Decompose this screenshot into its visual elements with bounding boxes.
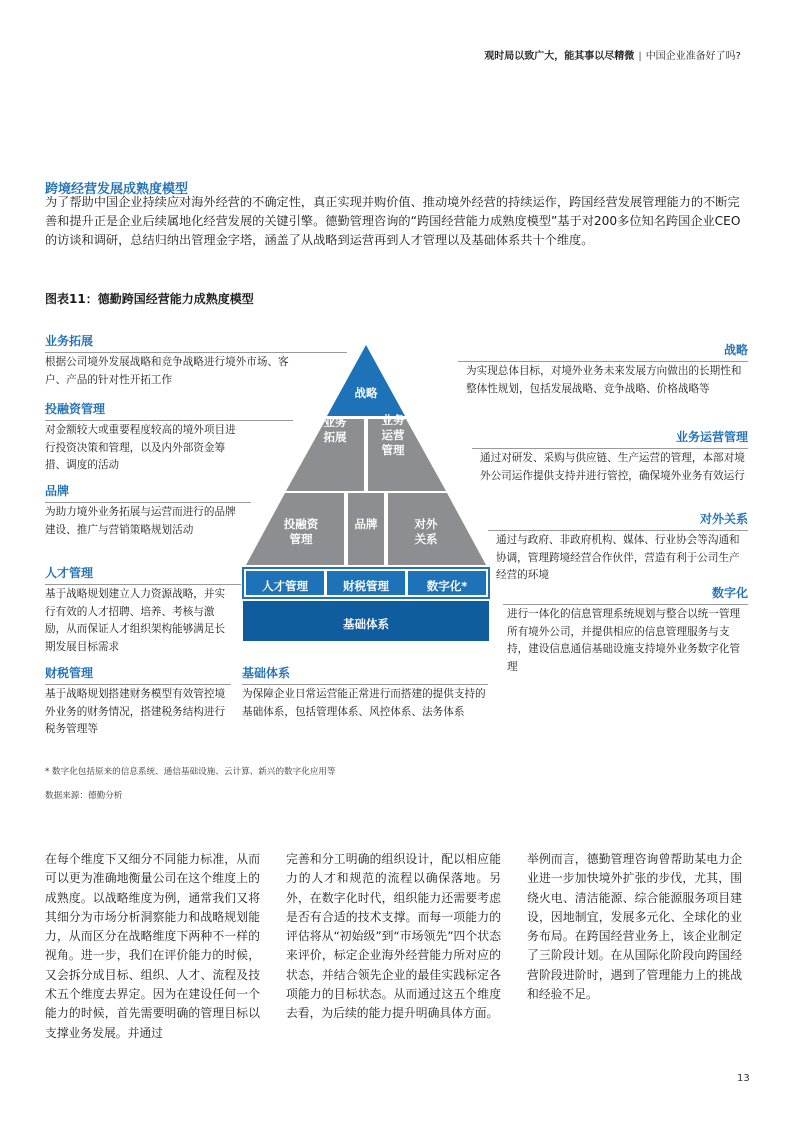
divider — [45, 584, 241, 585]
pyramid-label-finance-tax: 财税管理 — [343, 579, 389, 593]
block-title: 基础体系 — [242, 666, 291, 680]
right-block-strategy — [458, 341, 748, 398]
block-title: 战略 — [723, 343, 748, 357]
divider — [45, 502, 251, 503]
divider — [242, 684, 488, 685]
figure-footnote: * 数字化包括原来的信息系统、通信基础设施、云计算、新兴的数字化应用等 — [45, 767, 336, 777]
pyramid-label-strategy: 战略 — [354, 386, 378, 400]
block-text: 根据公司境外发展战略和竞争战略进行境外市场、客户、产品的针对性开拓工作 — [45, 356, 289, 386]
left-block-talent — [45, 564, 245, 656]
pyramid-label-brand: 品牌 — [354, 517, 378, 531]
right-block-operations — [472, 428, 748, 485]
block-text: 对金额较大或重要程度较高的境外项目进行投资决策和管理，以及内外部资金筹措、调度的活动 — [45, 424, 236, 471]
divider — [503, 604, 748, 605]
intro-paragraph: 为了帮助中国企业持续应对海外经营的不确定性，真正实现并购价值、推动境外经营的持续运作，跨国经营发展管理能力的不断完善和提升正是企业后续属地化经营发展的关键引擎。德勤管理咨询的“跨国经营能力成熟度模型”基于对200多位知名跨国企业CEO的访谈和调研，总结归纳出管理金字塔，涵盖了从战略到运营再到人才管理以及基础体系共十个维度。 — [45, 195, 741, 247]
pyramid-label-talent: 人才管理 — [262, 579, 308, 593]
body-column-2: 完善和分工明确的组织设计，配以相应能力的人才和规范的流程以确保落地。另外，在数字化时代，组织能力还需要考虑是否有合适的技术支撑。而每一项能力的评估将从“初始级”到“市场领先”四个状态来评价，标定企业海外经营能力所对应的状态，并结合领先企业的最佳实践标定各项能力的目标状态。从而通过这五个维度去看，为后续的能力提升明确具体方面。 — [286, 852, 501, 1021]
running-header — [484, 47, 741, 62]
block-title: 对外关系 — [699, 512, 748, 526]
right-block-external-relations — [488, 510, 748, 585]
figure-title: 图表11：德勤跨国经营能力成熟度模型 — [45, 292, 254, 306]
block-title: 业务拓展 — [45, 334, 94, 348]
pyramid-label-foundation: 基础体系 — [343, 617, 389, 631]
block-title: 品牌 — [45, 484, 70, 498]
page-number: 13 — [737, 1073, 750, 1084]
block-text: 通过对研发、采购与供应链、生产运营的管理，本部对境外公司运作提供支持并进行管控，确保境外业务有效运行 — [480, 452, 745, 482]
block-text: 进行一体化的信息管理系统规划与整合以统一管理所有境外公司，并提供相应的信息管理服务与支持，建设信息通信基础设施支持境外业务数字化管理 — [507, 608, 741, 673]
pyramid-label-external-relations: 对外 关系 — [414, 517, 438, 546]
pyramid-label-business-expansion: 业务 拓展 — [323, 415, 347, 444]
bottom-block-foundation — [242, 664, 492, 721]
pyramid-label-digitalization: 数字化* — [426, 579, 468, 593]
block-text: 通过与政府、非政府机构、媒体、行业协会等沟通和协调，管理跨境经营合作伙伴，营造有利于公司生产经营的环境 — [496, 534, 740, 581]
block-text: 为助力境外业务拓展与运营而进行的品牌建设、推广与营销策略规划活动 — [45, 506, 236, 536]
block-text: 为保障企业日常运营能正常进行而搭建的提供支持的基础体系，包括管理体系、风控体系、法务体系 — [242, 688, 486, 718]
body-column-1: 在每个维度下又细分不同能力标准，从而可以更为准确地衡量公司在这个维度上的成熟度。以战略维度为例，通常我们又将其细分为市场分析洞察能力和战略规划能力，从而区分在战略维度下两种不一样的视角。进一步，我们在评价能力的时候，又会拆分成目标、组织、人才、流程及技术五个维度去界定。因为在建设任何一个能力的时候，首先需要明确的管理目标以支撑业务发展。并通过 — [45, 852, 260, 1040]
divider — [472, 448, 748, 449]
block-text: 基于战略规划搭建财务模型有效管控境外业务的财务情况，搭建税务结构进行税务管理等 — [45, 688, 226, 735]
divider — [488, 530, 748, 531]
body-column-3: 举例而言，德勤管理咨询曾帮助某电力企业进一步加快境外扩张的步伐，尤其，围绕火电、清洁能源、综合能源服务项目建设，因地制宜，发展多元化、全球化的业务布局。在跨国经营业务上，该企业制定了三阶段计划。在从国际化阶段向跨国经营阶段进阶时，遇到了管理能力上的挑战和经验不足。 — [527, 852, 742, 1002]
pyramid-top-strategy — [327, 345, 405, 416]
right-block-digitalization — [503, 584, 748, 676]
pyramid-label-business-operations: 业务 运营 管理 — [381, 413, 405, 457]
pyramid-label-investment-financing: 投融资 管理 — [283, 517, 319, 546]
block-text: 为实现总体目标，对境外业务未来发展方向做出的长期性和整体性规划，包括发展战略、竞争战略、价格战略等 — [466, 365, 742, 395]
block-title: 投融资管理 — [45, 402, 106, 416]
header-separator: | — [638, 51, 642, 62]
block-title: 业务运营管理 — [675, 430, 748, 444]
left-block-brand — [45, 482, 265, 539]
block-title: 数字化 — [711, 586, 748, 600]
divider — [45, 684, 231, 685]
block-title: 人才管理 — [45, 566, 94, 580]
figure-source: 数据来源：德勤分析 — [45, 791, 123, 801]
header-normal-text: 中国企业准备好了吗? — [645, 51, 741, 62]
left-block-finance-tax — [45, 664, 235, 739]
divider — [458, 361, 748, 362]
block-title: 财税管理 — [45, 666, 94, 680]
header-bold-text: 观时局以致广大，能其事以尽精微 — [484, 51, 635, 62]
section-title: 跨境经营发展成熟度模型 — [45, 182, 189, 197]
block-text: 基于战略规划建立人力资源战略，并实行有效的人才招聘、培养、考核与激励，从而保证人才组织架构能够满足长期发展目标需求 — [45, 588, 226, 653]
